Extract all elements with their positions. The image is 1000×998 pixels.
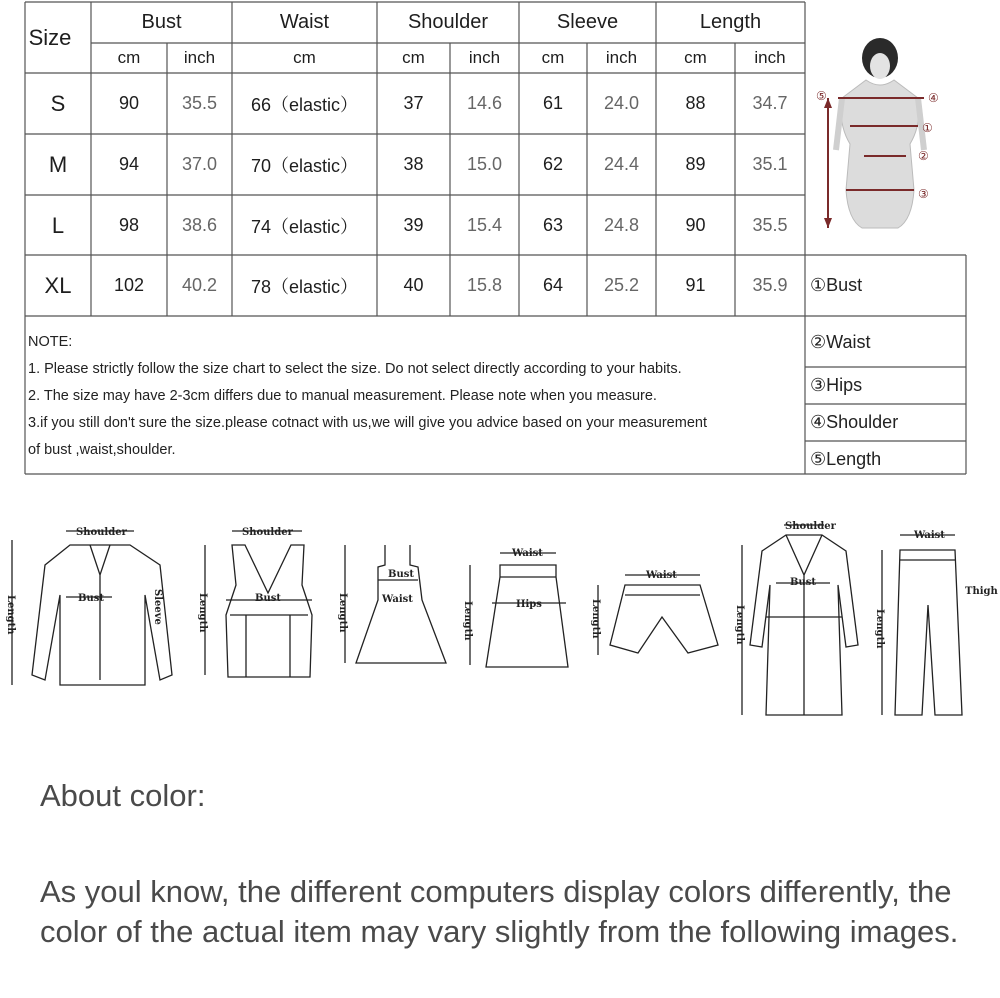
note-line: 1. Please strictly follow the size chart to select the size. Do not select directly according to your habits. <box>28 361 682 377</box>
legend-hips: ③Hips <box>810 375 863 395</box>
table-cell: 70（elastic） <box>250 155 359 176</box>
garment-measurement-guides <box>0 505 1000 735</box>
table-cell: 34.7 <box>752 93 788 113</box>
garment-label: Length <box>590 599 601 639</box>
table-cell: 78（elastic） <box>250 276 359 297</box>
garment-label: Thigh <box>965 586 998 597</box>
table-cell: 25.2 <box>603 275 640 295</box>
garment-label: Bust <box>388 569 414 580</box>
garment-label: Length <box>462 601 473 641</box>
note-title: NOTE: <box>28 334 73 350</box>
pants-illustration <box>882 535 962 715</box>
table-cell: 98 <box>118 215 140 235</box>
table-cell: 35.5 <box>752 215 788 235</box>
shorts-illustration <box>598 575 718 655</box>
table-cell: 62 <box>542 154 564 174</box>
garment-label: Hips <box>516 599 542 610</box>
legend-bust: ①Bust <box>810 275 863 295</box>
table-cell: 35.1 <box>752 154 788 174</box>
marker-length: ⑤ <box>816 89 827 103</box>
table-cell: 88 <box>685 93 706 113</box>
table-cell: 38 <box>403 154 424 174</box>
garment-label: Waist <box>646 570 677 581</box>
group-header-bust: Bust <box>141 11 182 33</box>
note-line: 2. The size may have 2-3cm differs due to manual measurement. Please note when you measure. <box>28 388 657 404</box>
unit-cell: cm <box>293 48 316 67</box>
note-line: 3.if you still don't sure the size.please cotnact with us,we will give you advice based on your measurement <box>28 415 707 431</box>
table-cell: 90 <box>118 93 140 113</box>
marker-shoulder: ④ <box>928 91 939 105</box>
table-cell: 40 <box>403 275 424 295</box>
legend-shoulder: ④Shoulder <box>810 412 899 432</box>
garment-label: Bust <box>255 593 281 604</box>
group-header-waist: Waist <box>279 11 330 33</box>
table-cell: 90 <box>685 215 706 235</box>
table-cell: 38.6 <box>181 215 218 235</box>
table-cell: 15.8 <box>466 275 503 295</box>
garment-label: Shoulder <box>76 527 127 538</box>
table-cell: 24.4 <box>603 154 640 174</box>
garment-label: Waist <box>512 548 543 559</box>
garment-label: Waist <box>914 530 945 541</box>
marker-hips: ③ <box>918 187 929 201</box>
unit-cell: inch <box>605 48 638 67</box>
garment-label: Bust <box>790 577 816 588</box>
garment-label: Shoulder <box>785 521 836 532</box>
table-cell: 89 <box>685 154 706 174</box>
unit-cell: cm <box>117 48 141 67</box>
table-cell: 15.0 <box>466 154 503 174</box>
size-label: M <box>48 151 68 177</box>
legend-waist: ②Waist <box>810 332 871 352</box>
size-label: L <box>51 212 65 238</box>
table-cell: 91 <box>685 275 706 295</box>
unit-cell: inch <box>468 48 501 67</box>
coat-illustration <box>742 525 858 715</box>
about-color-heading: About color: <box>40 778 206 813</box>
marker-waist: ② <box>918 149 929 163</box>
table-cell: 14.6 <box>466 93 503 113</box>
garment-label: Length <box>337 593 348 633</box>
unit-cell: inch <box>754 48 786 67</box>
table-cell: 15.4 <box>466 215 503 235</box>
legend-length: ⑤Length <box>810 449 882 469</box>
table-cell: 40.2 <box>181 275 218 295</box>
about-color-text: As youl know, the different computers display colors differently, the color of the actual item may vary slightly from the following images. <box>40 874 959 949</box>
garment-label: Length <box>197 593 208 633</box>
unit-cell: cm <box>402 48 425 67</box>
size-label: S <box>50 90 66 116</box>
table-cell: 61 <box>542 93 564 113</box>
skirt-illustration <box>470 553 568 667</box>
unit-cell: inch <box>183 48 216 67</box>
garment-label: Bust <box>78 593 104 604</box>
marker-bust: ① <box>922 121 933 135</box>
table-cell: 24.0 <box>603 93 640 113</box>
table-cell: 64 <box>542 275 564 295</box>
table-cell: 66（elastic） <box>250 94 359 115</box>
tank-illustration <box>205 531 312 677</box>
table-cell: 74（elastic） <box>250 216 359 237</box>
table-cell: 39 <box>403 215 424 235</box>
table-cell: 63 <box>542 215 564 235</box>
unit-cell: cm <box>541 48 565 67</box>
note-line: of bust ,waist,shoulder. <box>28 442 176 458</box>
group-header-length: Length <box>699 11 762 33</box>
table-cell: 37 <box>403 93 424 113</box>
table-cell: 94 <box>118 154 140 174</box>
body-measurement-figure <box>806 14 966 254</box>
table-cell: 37.0 <box>181 154 218 174</box>
garment-label: Length <box>874 609 885 649</box>
blouse-illustration <box>12 531 172 685</box>
garment-label: Shoulder <box>242 527 293 538</box>
size-label: XL <box>44 272 72 298</box>
group-header-shoulder: Shoulder <box>407 11 489 33</box>
table-cell: 102 <box>113 275 145 295</box>
garment-label: Sleeve <box>152 589 163 625</box>
garment-label: Waist <box>382 594 413 605</box>
table-cell: 24.8 <box>603 215 640 235</box>
table-cell: 35.5 <box>181 93 218 113</box>
garment-label: Length <box>5 595 16 635</box>
group-header-sleeve: Sleeve <box>556 11 619 33</box>
size-header: Size <box>28 24 72 50</box>
table-cell: 35.9 <box>752 275 788 295</box>
unit-cell: cm <box>684 48 707 67</box>
garment-label: Length <box>734 605 745 645</box>
